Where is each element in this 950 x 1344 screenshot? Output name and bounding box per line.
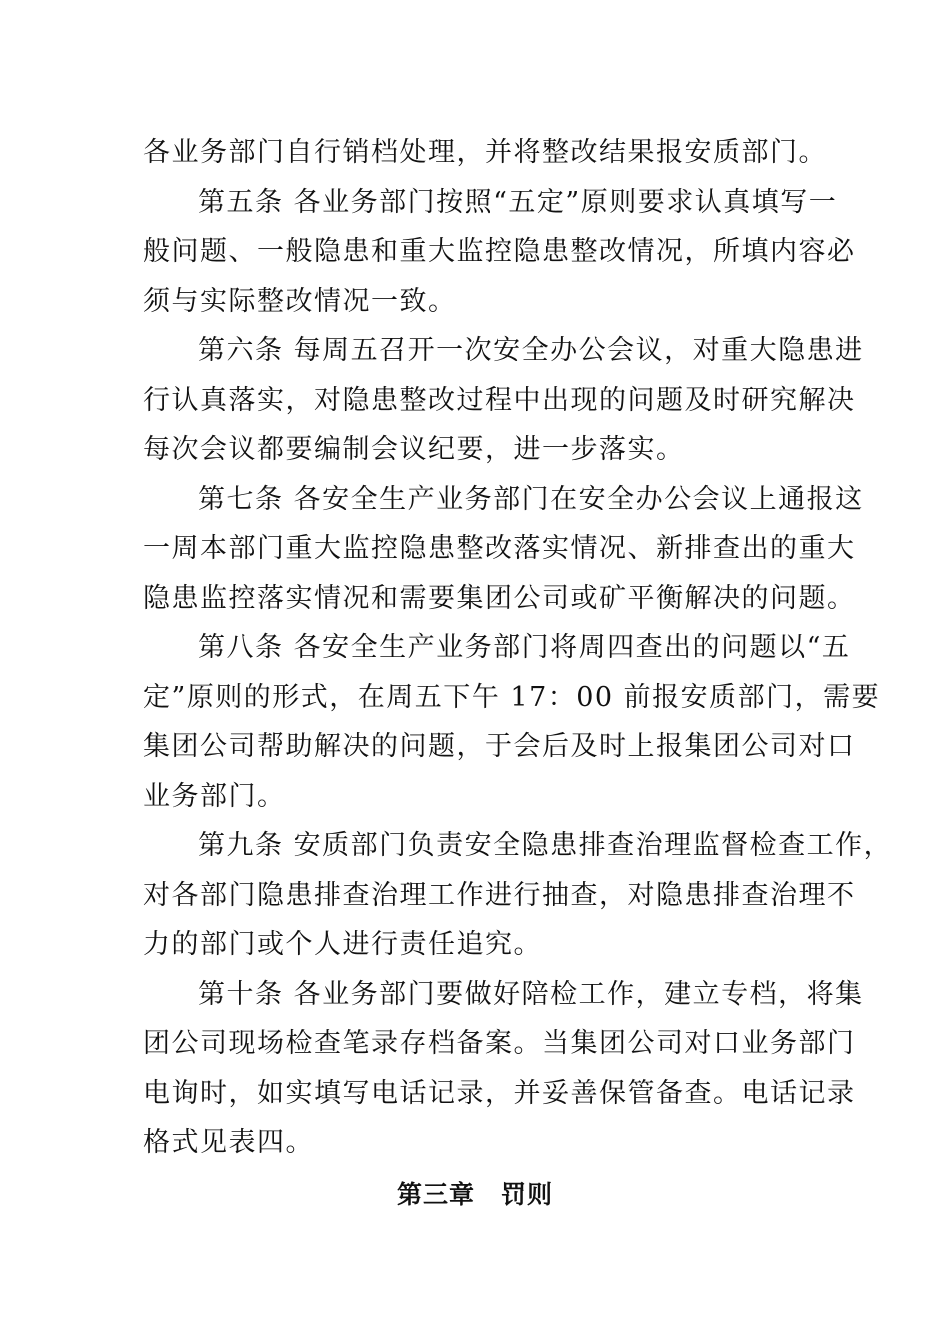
article-5-line: 第五条 各业务部门按照“五定”原则要求认真填写一 (198, 186, 838, 218)
paragraph-line: 行认真落实，对隐患整改过程中出现的问题及时研究解决 (143, 384, 856, 416)
paragraph-line: 团公司现场检查笔录存档备案。当集团公司对口业务部门 (143, 1028, 856, 1059)
paragraph-line: 须与实际整改情况一致。 (143, 285, 457, 317)
paragraph-line: 集团公司帮助解决的问题，于会后及时上报集团公司对口 (143, 731, 856, 762)
paragraph-line: 电询时，如实填写电话记录，并妥善保管备查。电话记录 (143, 1077, 856, 1109)
paragraph-line: 各业务部门自行销档处理，并将整改结果报安质部门。 (143, 137, 827, 168)
paragraph-line: 格式见表四。 (143, 1127, 314, 1158)
paragraph-line: 力的部门或个人进行责任追究。 (143, 929, 542, 960)
paragraph-line: 每次会议都要编制会议纪要，进一步落实。 (143, 434, 685, 465)
article-9-line: 第九条 安质部门负责安全隐患排查治理监督检查工作， (198, 830, 893, 861)
article-8-line: 第八条 各安全生产业务部门将周四查出的问题以“五 (198, 632, 851, 663)
paragraph-line: 隐患监控落实情况和需要集团公司或矿平衡解决的问题。 (143, 582, 856, 614)
article-7-line: 第七条 各安全生产业务部门在安全办公会议上通报这 (198, 483, 864, 515)
chapter-heading: 第三章 罚则 (396, 1180, 553, 1209)
paragraph-line: 业务部门。 (143, 780, 286, 812)
document-body (143, 128, 893, 1168)
paragraph-line: 定”原则的形式，在周五下午 17：00 前报安质部门，需要 (143, 681, 881, 713)
paragraph-line: 般问题、一般隐患和重大监控隐患整改情况，所填内容必 (143, 236, 856, 267)
paragraph-line: 对各部门隐患排查治理工作进行抽查，对隐患排查治理不 (143, 879, 856, 911)
article-10-line: 第十条 各业务部门要做好陪检工作，建立专档，将集 (198, 978, 864, 1010)
article-6-line: 第六条 每周五召开一次安全办公会议，对重大隐患进 (198, 335, 864, 366)
paragraph-line: 一周本部门重大监控隐患整改落实情况、新排查出的重大 (143, 533, 856, 564)
